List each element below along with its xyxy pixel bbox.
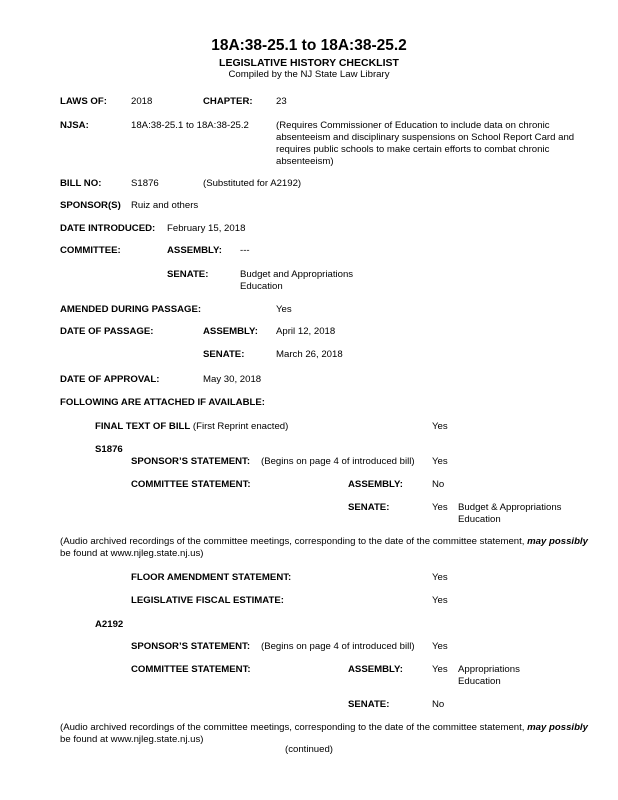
s1876-senate-committee-1: Budget & Appropriations [458,502,562,513]
s1876-floor-value: Yes [432,572,448,583]
passage-assembly-value: April 12, 2018 [276,326,336,337]
a2192-heading: A2192 [95,619,124,630]
final-text-note: (First Reprint enacted) [190,421,289,432]
page-subtitle: LEGISLATIVE HISTORY CHECKLIST [219,57,399,69]
a2192-sponsor-note: (Begins on page 4 of introduced bill) [261,641,415,652]
audio-note-text: (Audio archived recordings of the committee meetings, corresponding to the date of the committee statement, [60,536,528,547]
a2192-assembly-label: ASSEMBLY: [348,664,403,675]
compiled-by: Compiled by the NJ State Law Library [228,69,390,80]
sponsors-value: Ruiz and others [131,200,199,211]
s1876-senate-committee-2: Education [458,514,501,525]
sponsors-label: SPONSOR(S) [60,200,121,211]
njsa-description: (Requires Commissioner of Education to include data on chronic absenteeism and disciplinary suspensions on School Report Card and requires public schools to make certain efforts to combat chronic absenteeism) [276,120,575,167]
audio-note-emphasis: may possibly [527,722,588,733]
a2192-assembly-value: Yes [432,664,448,675]
committee-senate-value-2: Education [240,281,283,292]
committee-senate-value-1: Budget and Appropriations [240,269,354,280]
final-text-row [95,421,288,433]
chapter-value: 23 [276,96,287,107]
audio-note-1 [60,536,600,560]
njsa-value: 18A:38-25.1 to 18A:38-25.2 [131,120,249,131]
a2192-assembly-committee-2: Education [458,676,501,687]
s1876-senate-value: Yes [432,502,448,513]
passage-assembly-label: ASSEMBLY: [203,326,258,337]
a2192-assembly-committee-1: Appropriations [458,664,520,675]
a2192-senate-label: SENATE: [348,699,390,710]
date-introduced-label: DATE INTRODUCED: [60,223,156,234]
approval-label: DATE OF APPROVAL: [60,374,160,385]
bill-substituted-note: (Substituted for A2192) [203,178,302,189]
audio-note-text: (Audio archived recordings of the committee meetings, corresponding to the date of the committee statement, [60,722,528,733]
approval-value: May 30, 2018 [203,374,262,385]
attached-heading: FOLLOWING ARE ATTACHED IF AVAILABLE: [60,397,265,408]
final-text-value: Yes [432,421,448,432]
final-text-label: FINAL TEXT OF BILL [95,421,191,432]
page-title: 18A:38-25.1 to 18A:38-25.2 [211,37,407,54]
chapter-label: CHAPTER: [203,96,253,107]
s1876-assembly-label: ASSEMBLY: [348,479,403,490]
a2192-sponsor-value: Yes [432,641,448,652]
s1876-assembly-value: No [432,479,445,490]
continued-note: (continued) [285,744,333,755]
audio-note-2 [60,722,600,746]
bill-no-label: BILL NO: [60,178,102,189]
s1876-sponsor-label: SPONSOR’S STATEMENT: [131,456,251,467]
passage-senate-label: SENATE: [203,349,245,360]
s1876-fiscal-label: LEGISLATIVE FISCAL ESTIMATE: [131,595,284,606]
audio-note-text-end: be found at www.njleg.state.nj.us) [60,548,204,559]
committee-assembly-label: ASSEMBLY: [167,245,222,256]
laws-of-value: 2018 [131,96,153,107]
a2192-committee-label: COMMITTEE STATEMENT: [131,664,251,675]
passage-senate-value: March 26, 2018 [276,349,343,360]
committee-senate-label: SENATE: [167,269,209,280]
njsa-label: NJSA: [60,120,89,131]
audio-note-text-end: be found at www.njleg.state.nj.us) [60,734,204,745]
s1876-sponsor-value: Yes [432,456,448,467]
s1876-floor-label: FLOOR AMENDMENT STATEMENT: [131,572,292,583]
date-introduced-value: February 15, 2018 [167,223,246,234]
s1876-senate-label: SENATE: [348,502,390,513]
passage-label: DATE OF PASSAGE: [60,326,154,337]
bill-no-value: S1876 [131,178,159,189]
s1876-sponsor-note: (Begins on page 4 of introduced bill) [261,456,415,467]
s1876-heading: S1876 [95,444,123,455]
committee-assembly-value: --- [240,245,250,256]
audio-note-emphasis: may possibly [527,536,588,547]
amended-value: Yes [276,304,292,315]
a2192-sponsor-label: SPONSOR’S STATEMENT: [131,641,251,652]
committee-label: COMMITTEE: [60,245,121,256]
s1876-committee-label: COMMITTEE STATEMENT: [131,479,251,490]
laws-of-label: LAWS OF: [60,96,107,107]
a2192-senate-value: No [432,699,445,710]
amended-label: AMENDED DURING PASSAGE: [60,304,202,315]
s1876-fiscal-value: Yes [432,595,448,606]
